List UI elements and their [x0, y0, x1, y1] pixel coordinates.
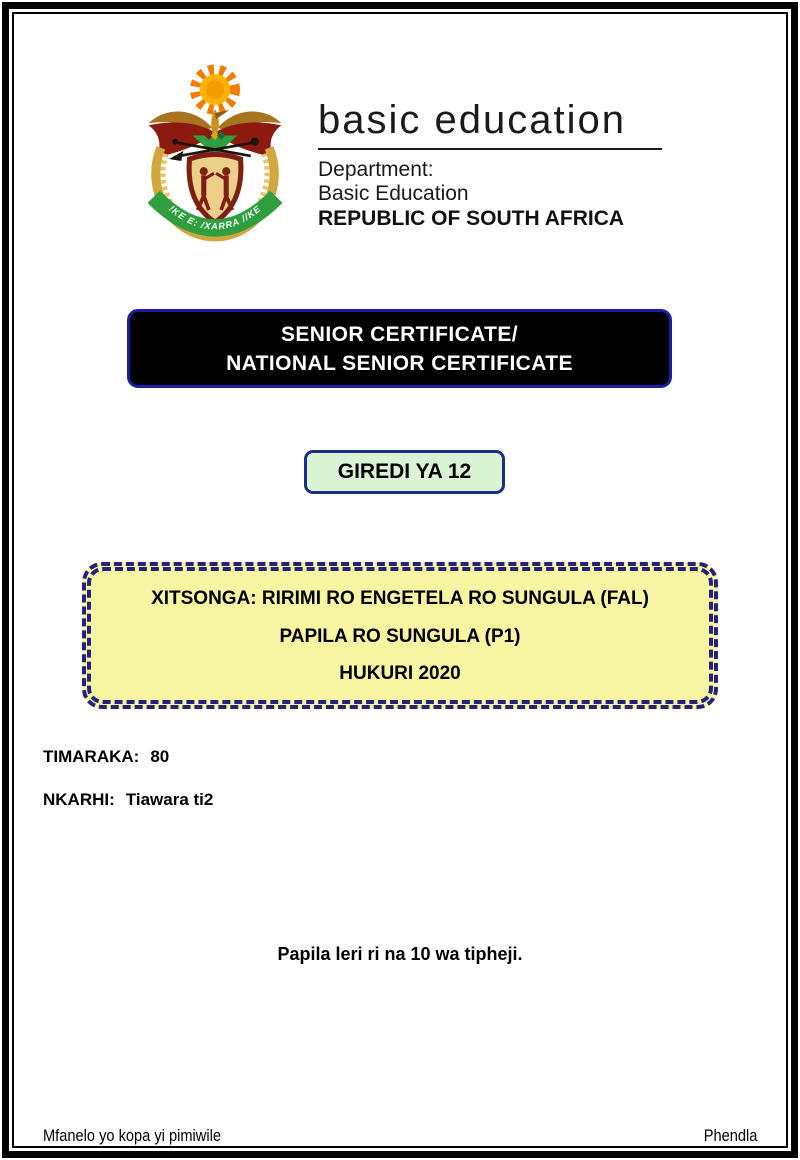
time-label: NKARHI: [43, 790, 115, 809]
footer-turn-over-label: Phendla [703, 1126, 757, 1145]
dept-label: Department: [318, 158, 434, 181]
exam-info [43, 747, 213, 833]
page-footer [43, 1126, 757, 1146]
subject-title: XITSONGA: RIRIMI RO ENGETELA RO SUNGULA (FAL) [151, 588, 649, 609]
subject-box-inner [87, 567, 713, 704]
country-name: REPUBLIC OF SOUTH AFRICA [318, 207, 625, 230]
coat-of-arms-logo [138, 62, 292, 256]
department-wordmark-block [318, 98, 664, 231]
certificate-line-1: SENIOR CERTIFICATE/ [280, 322, 519, 346]
pages-note: Papila leri ri na 10 wa tipheji. [277, 944, 523, 964]
paper-title: PAPILA RO SUNGULA (P1) [279, 625, 521, 647]
exam-year: HUKURI 2020 [339, 663, 461, 684]
marks-line [43, 747, 213, 767]
motto-text: !KE E: /XARRA //KE [167, 203, 263, 232]
sun-icon [196, 70, 235, 109]
subject-box [82, 562, 718, 709]
footer-copyright-note: Mfanelo yo kopa yi pimiwile [43, 1126, 221, 1145]
south-africa-coat-of-arms-icon [138, 62, 292, 256]
shield [189, 154, 241, 222]
time-line [43, 790, 213, 810]
wordmark-basic-education: basic education [318, 98, 626, 142]
marks-label: TIMARAKA: [43, 747, 140, 766]
wordmark-underline [318, 148, 662, 150]
certificate-banner [127, 309, 672, 388]
dept-name: Basic Education [318, 182, 469, 205]
marks-value: 80 [150, 747, 170, 766]
time-value: Tiawara ti2 [125, 790, 214, 809]
grade-badge: GIREDI YA 12 [304, 450, 505, 494]
certificate-line-2: NATIONAL SENIOR CERTIFICATE [226, 351, 573, 375]
